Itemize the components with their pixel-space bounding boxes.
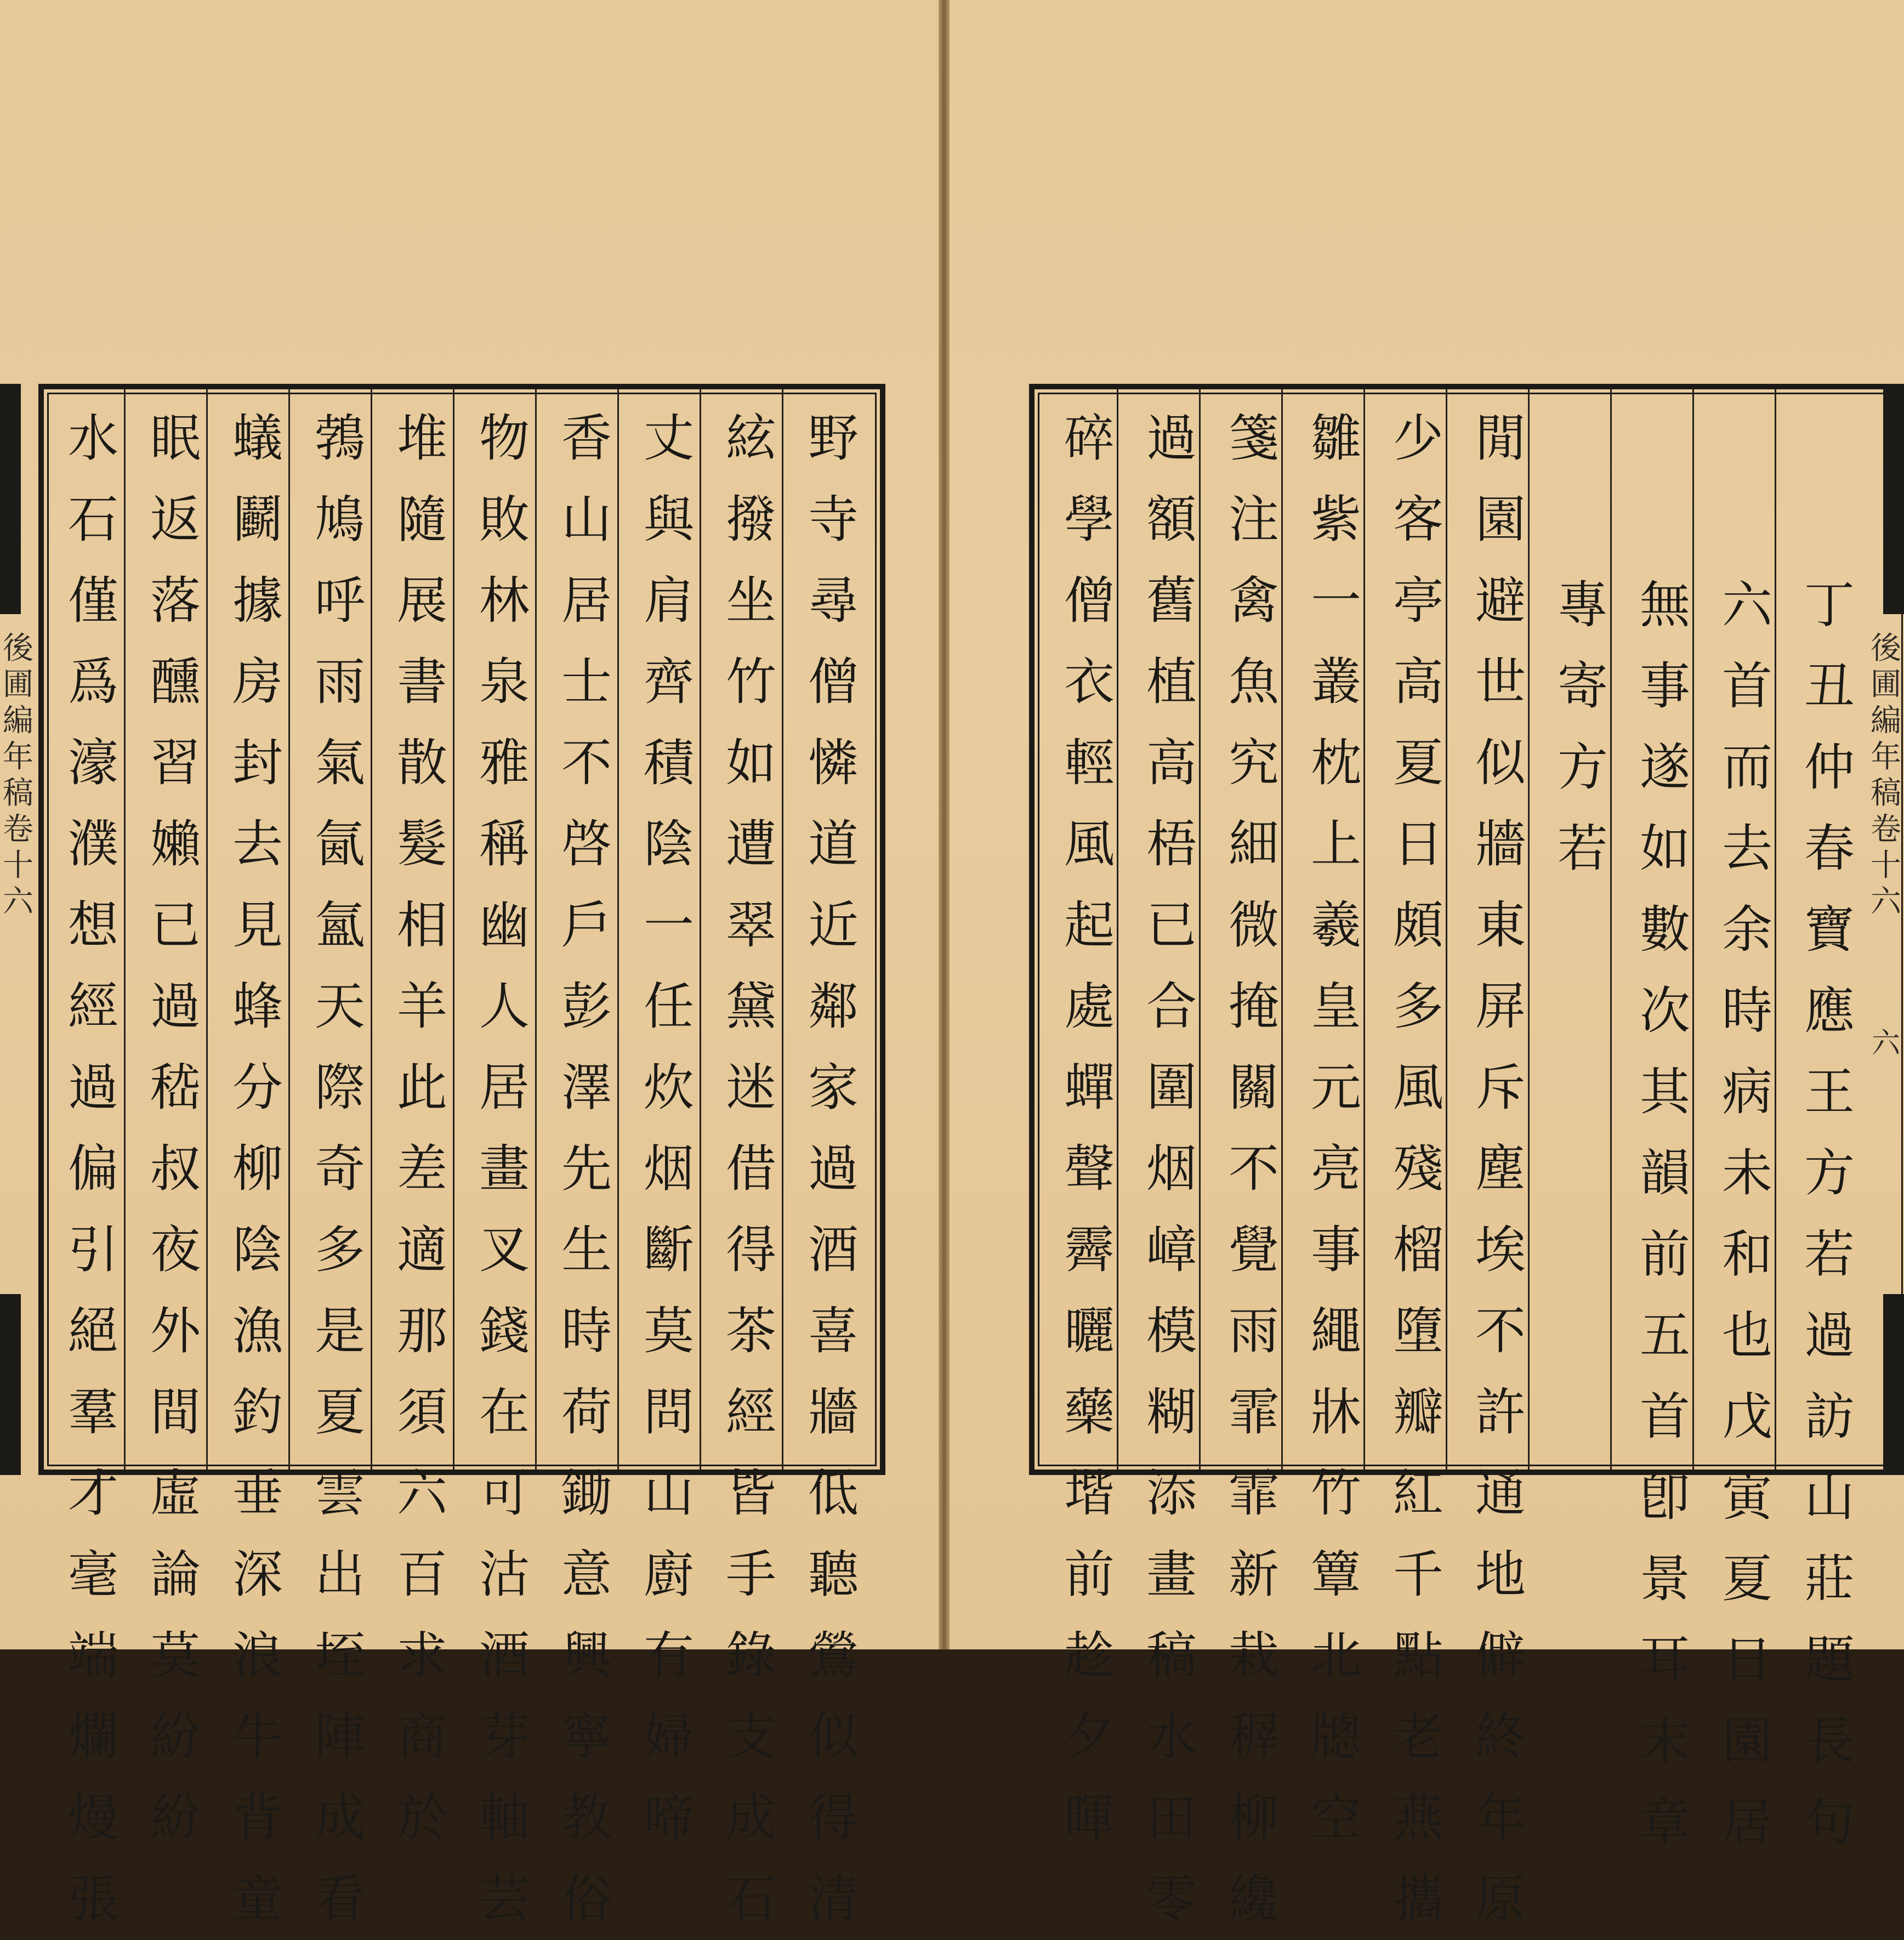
right-center-label: 後 圃 編 年 稿 卷 十 六: [1871, 631, 1901, 920]
right-column-10: 碎 學 僧 衣 輕 風 起 處 蟬 聲 霽 曬 藥 堦 前 趁 夕 暉: [1064, 409, 1115, 1847]
book-gutter: [939, 0, 950, 1649]
left-column-10: 水 石 僅 爲 濠 濮 想 經 過 偏 引 絕 羣 才 毫 端 爛 熳 張: [67, 409, 118, 1928]
right-column-5: 閒 園 避 世 似 牆 東 屏 斥 塵 埃 不 許 通 地 僻 終 年 原: [1475, 409, 1526, 1928]
left-column-8: 蟻 鬬 據 房 封 去 見 蜂 分 柳 陰 漁 釣 垂 深 浪 牛 背 童: [232, 409, 283, 1928]
right-column-6: 少 客 亭 高 夏 日 頗 多 風 殘 榴 墮 瓣 紅 千 點 老 燕 攜: [1393, 409, 1443, 1928]
left-column-5: 物 敗 林 泉 雅 稱 幽 人 居 畫 叉 錢 在 可 沽 酒 芽 軸 芸: [479, 409, 530, 1928]
right-column-4: 專 寄 方 若: [1557, 576, 1608, 878]
left-column-1: 野 寺 尋 僧 憐 道 近 鄰 家 過 酒 喜 牆 低 聽 鶯 似 得 清: [808, 409, 859, 1928]
left-edge-band-bottom: [0, 1294, 21, 1475]
right-column-8: 箋 注 禽 魚 究 細 微 掩 關 不 覺 雨 霏 霏 新 栽 稺 柳 纔: [1228, 409, 1279, 1928]
right-page: [950, 0, 1904, 1928]
left-column-4: 香 山 居 士 不 啓 戶 彭 澤 先 生 時 荷 鋤 意 興 寧 教 俗: [561, 409, 612, 1928]
left-column-2: 絃 撥 坐 竹 如 遭 翠 黛 迷 借 得 茶 經 皆 手 錄 支 成 石: [725, 409, 776, 1928]
left-column-9: 眠 返 落 醺 習 嬾 已 過 嵇 叔 夜 外 間 虛 論 莫 紛 紛: [150, 409, 201, 1847]
left-edge-band-top: [0, 384, 21, 614]
right-column-1: 丁 丑 仲 春 寶 應 王 方 若 過 訪 山 莊 題 長 句: [1804, 576, 1855, 1852]
left-column-6: 堆 隨 展 書 散 髮 相 羊 此 差 適 那 須 六 百 求 商 於: [396, 409, 447, 1847]
left-column-7: 鵓 鳩 呼 雨 氣 氤 氳 天 際 奇 多 是 夏 雲 出 垤 陣 成 看: [314, 409, 365, 1928]
right-column-9: 過 額 舊 植 高 梧 已 合 圍 烟 嶂 模 糊 添 畫 稿 水 田 零: [1146, 409, 1197, 1928]
right-edge-band-bottom: [1883, 1294, 1904, 1475]
right-edge-band-top: [1883, 384, 1904, 614]
right-column-3: 無 事 遂 如 數 次 其 韻 前 五 首 卽 景 耳 末 章: [1639, 576, 1690, 1852]
folio-number: 六: [1872, 1027, 1901, 1060]
left-center-label: 後 圃 編 年 稿 卷 十 六: [3, 631, 33, 920]
right-column-2: 六 首 而 去 余 時 病 未 和 也 戊 寅 夏 日 園 居: [1721, 576, 1772, 1852]
left-page: [0, 0, 939, 1928]
right-column-7: 雛 紫 一 叢 枕 上 羲 皇 元 亮 事 繩 牀 竹 簟 北 牕 空: [1310, 409, 1361, 1847]
left-column-3: 丈 與 肩 齊 積 陰 一 任 炊 烟 斷 莫 問 山 廚 有 婦 啼: [643, 409, 694, 1847]
